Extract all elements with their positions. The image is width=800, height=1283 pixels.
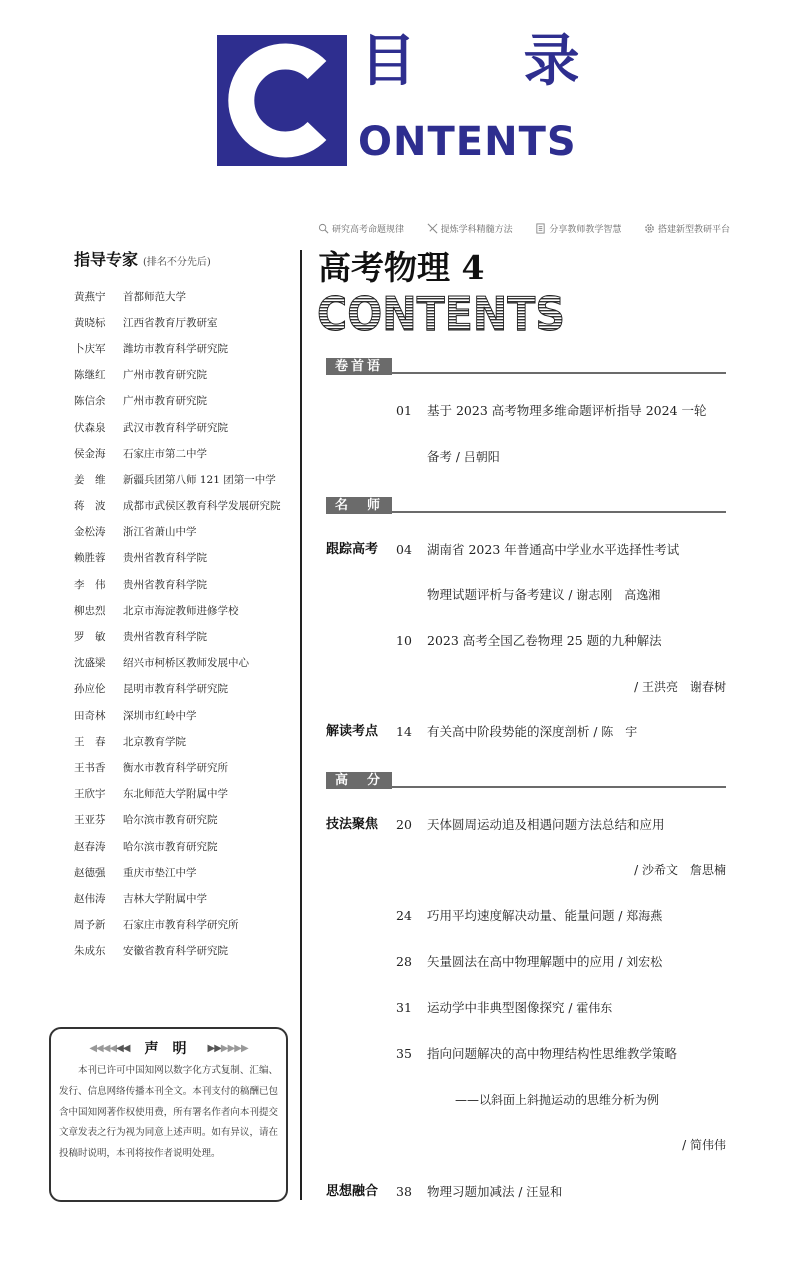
expert-row <box>74 440 296 466</box>
article-author: / 陈 宇 <box>589 725 638 739</box>
expert-org: 广州市教育研究院 <box>123 369 207 382</box>
expert-org: 成都市武侯区教育科学发展研究院 <box>123 500 281 513</box>
expert-name: 李 伟 <box>74 578 106 591</box>
expert-org: 昆明市教育科学研究院 <box>123 683 228 696</box>
article-title-cont[interactable]: 物理试题评析与备考建议 / 谢志刚 高逸湘 <box>427 587 661 602</box>
expert-name: 朱成东 <box>74 945 106 958</box>
slogan-item <box>644 222 730 235</box>
logo-letter-c <box>217 35 347 166</box>
subsection-label: 解读考点 <box>326 724 379 739</box>
expert-row <box>74 781 296 807</box>
expert-name: 侯金海 <box>74 447 106 460</box>
left-arrows-icon: ◀◀◀◀◀◀ <box>89 1042 130 1054</box>
expert-name: 赵春涛 <box>74 840 106 853</box>
section-label: 卷首语 <box>326 358 392 375</box>
expert-row <box>74 571 296 597</box>
article-page: 14 <box>396 724 412 739</box>
expert-org: 哈尔滨市教育研究院 <box>123 814 218 827</box>
expert-org: 贵州省教育科学院 <box>123 552 207 565</box>
article-page: 28 <box>396 954 412 969</box>
expert-row <box>74 519 296 545</box>
experts-note: (排名不分先后) <box>143 257 211 268</box>
article-title[interactable]: 2023 高考全国乙卷物理 25 题的九种解法 <box>427 633 662 648</box>
copyright-notice <box>49 1027 288 1202</box>
expert-org: 东北师范大学附属中学 <box>123 788 228 801</box>
section-label: 名 师 <box>326 497 392 514</box>
article-title[interactable]: 指向问题解决的高中物理结构性思维教学策略 <box>427 1046 678 1061</box>
expert-row <box>74 859 296 885</box>
expert-org: 潍坊市教育科学研究院 <box>123 342 228 355</box>
expert-org: 深圳市红岭中学 <box>123 709 197 722</box>
expert-org: 首都师范大学 <box>123 290 186 303</box>
expert-row <box>74 362 296 388</box>
article-page: 01 <box>396 403 412 418</box>
expert-org: 衡水市教育科学研究所 <box>123 761 228 774</box>
expert-name: 陈继红 <box>74 369 106 382</box>
article-author: / 刘宏松 <box>614 955 663 969</box>
article-subtitle: ——以斜面上斜抛运动的思维分析为例 <box>455 1093 660 1107</box>
right-arrows-icon: ▶▶▶▶▶▶ <box>207 1042 248 1054</box>
article-title-cont[interactable]: 备考 / 吕朝阳 <box>427 449 500 464</box>
expert-org: 吉林大学附属中学 <box>123 892 207 905</box>
expert-row <box>74 493 296 519</box>
article-author: / 王洪亮 谢春树 <box>634 680 726 694</box>
expert-org: 北京市海淀教师进修学校 <box>123 604 239 617</box>
expert-row <box>74 466 296 492</box>
expert-org: 安徽省教育科学研究院 <box>123 945 228 958</box>
expert-name: 王亚芬 <box>74 814 106 827</box>
experts-list <box>74 283 296 964</box>
section-bar-gaofen <box>326 772 726 789</box>
article-title[interactable]: 运动学中非典型图像探究 / 霍伟东 <box>427 1000 613 1015</box>
expert-org: 广州市教育研究院 <box>123 395 207 408</box>
expert-name: 王欣宇 <box>74 788 106 801</box>
slogan-bar <box>318 222 730 235</box>
expert-org: 新疆兵团第八师 121 团第一中学 <box>123 473 276 486</box>
expert-org: 北京教育学院 <box>123 735 186 748</box>
expert-name: 黄燕宁 <box>74 290 106 303</box>
expert-name: 王 春 <box>74 735 106 748</box>
expert-row <box>74 309 296 335</box>
page-title: 目 录 <box>360 29 624 94</box>
expert-row <box>74 545 296 571</box>
expert-org: 重庆市垫江中学 <box>123 866 197 879</box>
article-title[interactable]: 有关高中阶段势能的深度剖析 / 陈 宇 <box>427 724 638 739</box>
slogan-item <box>535 222 621 235</box>
expert-name: 赵伟涛 <box>74 892 106 905</box>
article-page: 10 <box>396 633 412 648</box>
expert-name: 伏森泉 <box>74 421 106 434</box>
column-divider <box>300 250 302 1200</box>
slogan-text: 分享教师教学智慧 <box>549 225 622 235</box>
expert-name: 柳忠烈 <box>74 604 106 617</box>
gear-icon <box>644 223 655 234</box>
expert-name: 赵德强 <box>74 866 106 879</box>
expert-org: 贵州省教育科学院 <box>123 631 207 644</box>
experts-title: 指导专家 <box>74 250 139 269</box>
expert-org: 绍兴市柯桥区教师发展中心 <box>123 657 249 670</box>
slogan-item <box>427 222 513 235</box>
article-title[interactable]: 巧用平均速度解决动量、能量问题 / 郑海燕 <box>427 908 663 923</box>
expert-row <box>74 335 296 361</box>
slogan-item <box>318 222 404 235</box>
svg-text:CONTENTS: CONTENTS <box>317 292 565 336</box>
article-title[interactable]: 天体圆周运动追及相遇问题方法总结和应用 <box>427 817 665 832</box>
subsection-label: 技法聚焦 <box>326 817 379 832</box>
expert-row <box>74 938 296 964</box>
magazine-contents-wordmark <box>317 292 567 336</box>
expert-row <box>74 650 296 676</box>
article-title[interactable]: 矢量圆法在高中物理解题中的应用 / 刘宏松 <box>427 954 663 969</box>
article-author: / 郑海燕 <box>614 909 663 923</box>
slogan-text: 研究高考命题规律 <box>332 225 405 235</box>
expert-org: 江西省教育厅教研室 <box>123 316 218 329</box>
logo-c-block <box>217 35 347 166</box>
article-author: / 沙希文 詹思楠 <box>634 863 726 877</box>
expert-name: 卜庆军 <box>74 342 106 355</box>
expert-row <box>74 676 296 702</box>
article-title[interactable]: 物理习题加减法 / 汪显和 <box>427 1184 563 1199</box>
subsection-label: 跟踪高考 <box>326 542 379 557</box>
article-page: 31 <box>396 1000 412 1015</box>
article-author: / 霍伟东 <box>564 1001 613 1015</box>
expert-row <box>74 414 296 440</box>
expert-org: 石家庄市教育科学研究所 <box>123 919 239 932</box>
magnifier-icon <box>318 223 329 234</box>
expert-org: 石家庄市第二中学 <box>123 447 207 460</box>
article-page: 04 <box>396 542 412 557</box>
expert-row <box>74 623 296 649</box>
expert-row <box>74 754 296 780</box>
section-bar-mingshi <box>326 497 726 514</box>
expert-name: 周予新 <box>74 919 106 932</box>
subsection-label: 思想融合 <box>326 1184 379 1199</box>
expert-row <box>74 833 296 859</box>
expert-row <box>74 807 296 833</box>
expert-row <box>74 597 296 623</box>
article-page: 24 <box>396 908 412 923</box>
notice-body: 本刊已许可中国知网以数字化方式复制、汇编、发行、信息网络传播本刊全文。本刊支付的稿酬已包含中国知网著作权使用费，所有署名作者向本刊提交文章发表之行为视为同意上述声明。如有异议，请在投稿时说明，本刊将按作者说明处理。 <box>59 1065 278 1160</box>
expert-name: 王书香 <box>74 761 106 774</box>
article-page: 20 <box>396 817 412 832</box>
article-page: 38 <box>396 1184 412 1199</box>
section-label: 高 分 <box>326 772 392 789</box>
tools-icon <box>427 223 438 234</box>
section-bar-juanshouyu <box>326 358 726 375</box>
experts-heading <box>74 247 211 270</box>
expert-row <box>74 283 296 309</box>
expert-name: 黄晓标 <box>74 316 106 329</box>
expert-name: 孙应伦 <box>74 683 106 696</box>
expert-name: 蒋 波 <box>74 500 106 513</box>
notice-header <box>59 1037 278 1059</box>
slogan-text: 搭建新型教研平台 <box>657 225 730 235</box>
article-title[interactable]: 湖南省 2023 年普通高中学业水平选择性考试 <box>427 542 680 557</box>
article-author: / 谢志刚 高逸湘 <box>564 588 661 602</box>
expert-row <box>74 702 296 728</box>
article-author: / 简伟伟 <box>682 1138 726 1152</box>
expert-name: 金松涛 <box>74 526 106 539</box>
expert-row <box>74 912 296 938</box>
magazine-title: 高考物理 4 <box>318 248 485 287</box>
expert-name: 陈信余 <box>74 395 106 408</box>
contents-heading: ONTENTS <box>358 119 577 165</box>
expert-name: 赖胜蓉 <box>74 552 106 565</box>
article-page: 35 <box>396 1046 412 1061</box>
expert-row <box>74 885 296 911</box>
expert-name: 田奇林 <box>74 709 106 722</box>
expert-org: 哈尔滨市教育研究院 <box>123 840 218 853</box>
document-icon <box>535 223 546 234</box>
article-title[interactable]: 基于 2023 高考物理多维命题评析指导 2024 一轮 <box>427 403 707 418</box>
expert-org: 浙江省萧山中学 <box>123 526 197 539</box>
article-author: / 吕朝阳 <box>452 450 500 464</box>
expert-name: 姜 维 <box>74 473 106 486</box>
expert-row <box>74 728 296 754</box>
expert-row <box>74 388 296 414</box>
expert-org: 武汉市教育科学研究院 <box>123 421 228 434</box>
expert-name: 罗 敏 <box>74 631 106 644</box>
article-author: / 汪显和 <box>514 1185 563 1199</box>
expert-name: 沈盛梁 <box>74 657 106 670</box>
expert-org: 贵州省教育科学院 <box>123 578 207 591</box>
slogan-text: 提炼学科精髓方法 <box>440 225 513 235</box>
notice-title: 声明 <box>144 1041 201 1057</box>
